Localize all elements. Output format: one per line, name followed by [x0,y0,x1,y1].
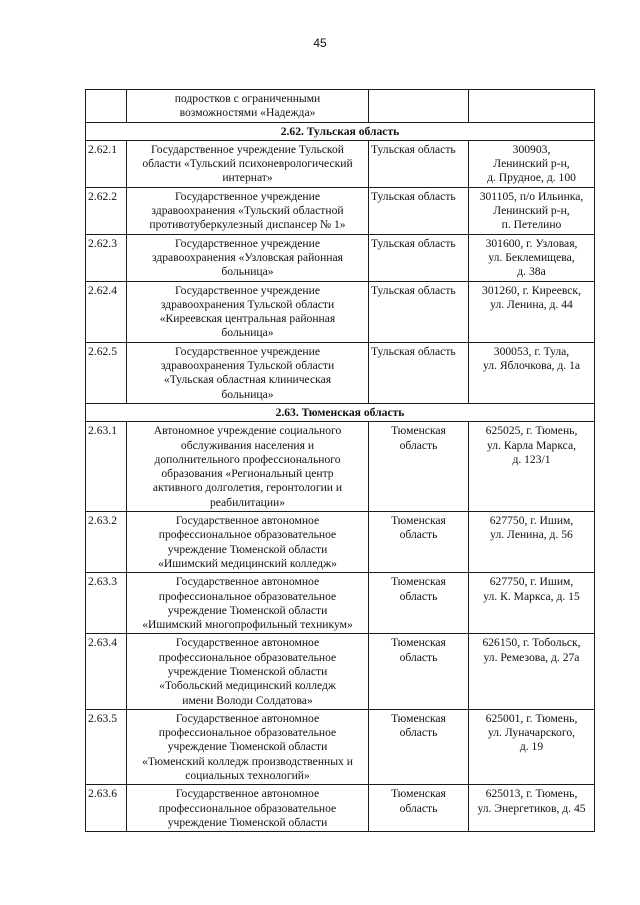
address: 626150, г. Тобольск, ул. Ремезова, д. 27а [469,634,595,709]
region: Тюменская область [369,785,469,832]
address: 625001, г. Тюмень, ул. Луначарского, д. 19 [469,709,595,784]
address [469,90,595,123]
table-row [86,512,595,573]
region: Тульская область [369,342,469,403]
address: 301105, п/о Ильинка, Ленинский р-н, п. Петелино [469,187,595,234]
region [369,90,469,123]
section-title: 2.62. Тульская область [86,122,595,140]
institution-name: Государственное учреждение Тульской области «Тульский психоневрологический интернат» [127,140,369,187]
table-row [86,422,595,512]
table-row [86,342,595,403]
page-number: 45 [313,36,327,50]
row-number: 2.63.3 [86,573,127,634]
region: Тюменская область [369,512,469,573]
address: 301600, г. Узловая, ул. Беклемищева, д. 38а [469,234,595,281]
address: 300903, Ленинский р-н, д. Прудное, д. 100 [469,140,595,187]
address: 627750, г. Ишим, ул. К. Маркса, д. 15 [469,573,595,634]
row-number: 2.63.4 [86,634,127,709]
address: 627750, г. Ишим, ул. Ленина, д. 56 [469,512,595,573]
row-number: 2.63.6 [86,785,127,832]
row-number: 2.62.5 [86,342,127,403]
institution-name: Государственное учреждение здравоохранения Тульской области «Тульская областная клиническая больница» [127,342,369,403]
institution-name: Государственное учреждение здравоохранения «Тульский областной противотуберкулезный диспансер № 1» [127,187,369,234]
institution-name: Государственное автономное профессиональное образовательное учреждение Тюменской области «Тобольский медицинский колледж имени Володи Солдатова» [127,634,369,709]
institution-name: Автономное учреждение социального обслуживания населения и дополнительного профессионального образования «Региональный центр активного долголетия, геронтологии и реабилитации» [127,422,369,512]
region: Тульская область [369,234,469,281]
table-row [86,234,595,281]
region: Тюменская область [369,634,469,709]
institution-name: Государственное автономное профессиональное образовательное учреждение Тюменской области [127,785,369,832]
table-body [86,90,595,832]
row-number: 2.63.2 [86,512,127,573]
row-number: 2.62.4 [86,281,127,342]
institution-name: Государственное автономное профессиональное образовательное учреждение Тюменской области «Ишимский многопрофильный техникум» [127,573,369,634]
row-number: 2.62.3 [86,234,127,281]
table-row [86,140,595,187]
region: Тюменская область [369,709,469,784]
table-row [86,709,595,784]
institutions-table [85,89,595,832]
institution-name: подростков с ограниченными возможностями «Надежда» [127,90,369,123]
institution-name: Государственное автономное профессиональное образовательное учреждение Тюменской области «Ишимский медицинский колледж» [127,512,369,573]
institution-name: Государственное учреждение здравоохранения «Узловская районная больница» [127,234,369,281]
table-row [86,634,595,709]
institution-name: Государственное автономное профессиональное образовательное учреждение Тюменской области «Тюменский колледж производственных и социальных технологий» [127,709,369,784]
table-row [86,573,595,634]
region: Тульская область [369,187,469,234]
region: Тульская область [369,140,469,187]
section-header-row [86,122,595,140]
address: 625013, г. Тюмень, ул. Энергетиков, д. 45 [469,785,595,832]
region: Тюменская область [369,573,469,634]
row-number: 2.62.1 [86,140,127,187]
address: 301260, г. Киреевск, ул. Ленина, д. 44 [469,281,595,342]
row-number: 2.63.1 [86,422,127,512]
region: Тульская область [369,281,469,342]
address: 625025, г. Тюмень, ул. Карла Маркса, д. 123/1 [469,422,595,512]
table-row [86,187,595,234]
table-row [86,785,595,832]
region: Тюменская область [369,422,469,512]
row-number: 2.63.5 [86,709,127,784]
institution-name: Государственное учреждение здравоохранения Тульской области «Киреевская центральная районная больница» [127,281,369,342]
section-title: 2.63. Тюменская область [86,403,595,421]
row-number [86,90,127,123]
section-header-row [86,403,595,421]
address: 300053, г. Тула, ул. Яблочкова, д. 1а [469,342,595,403]
table-row [86,281,595,342]
table-row-continuation [86,90,595,123]
row-number: 2.62.2 [86,187,127,234]
